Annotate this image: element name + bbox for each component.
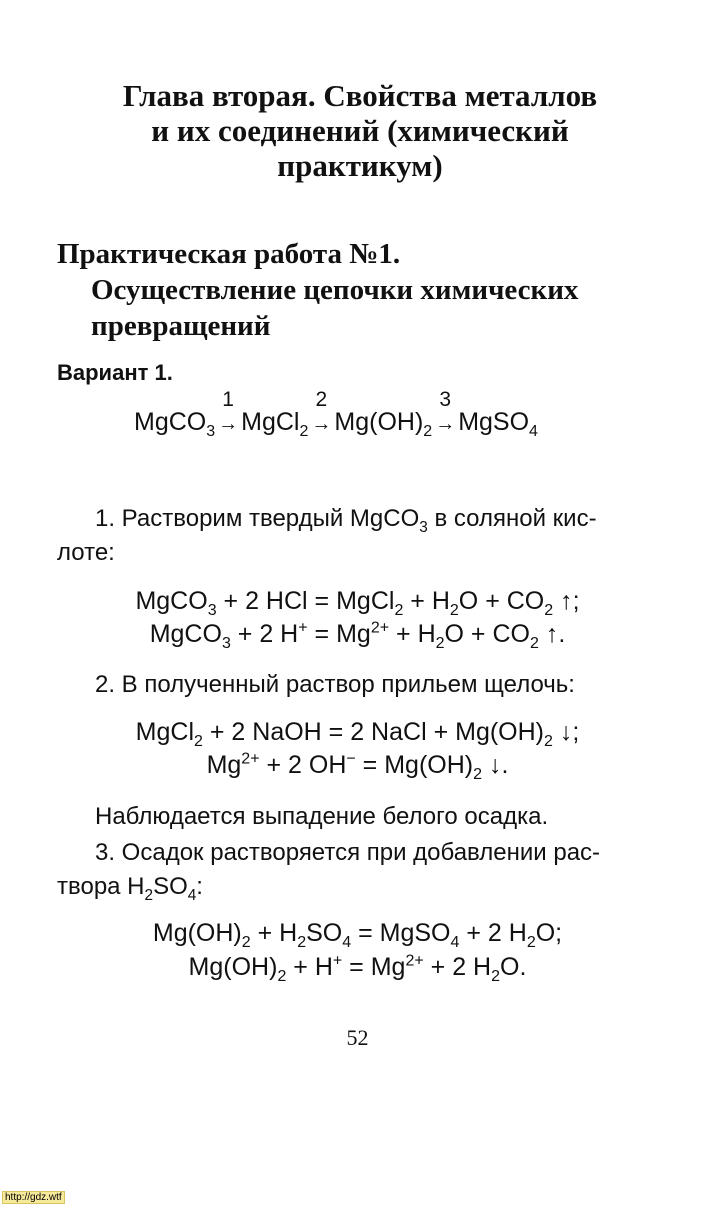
step-1-text: 1. Растворим твердый MgCO$_3$ в соляной кис- — [95, 505, 597, 536]
equation-2-ionic: $Mg^{2+} + 2$ $OH^- = Mg(OH)_2$ ↓. — [206, 750, 509, 783]
chapter-title — [60, 78, 660, 183]
scheme-mgso4: MgSO$_4$ — [458, 408, 538, 440]
transformation-scheme — [134, 388, 538, 440]
scheme-mgco3: MgCO$_3$ — [134, 408, 216, 440]
equation-2-molecular: MgCl$_2$ + 2 NaOH = 2 NaCl + $Mg(OH)_2$ ↓; — [135, 718, 580, 750]
practical-title-line-1: Практическая работа №1. — [57, 238, 401, 270]
scheme-mgcl2: MgCl$_2$ — [241, 408, 309, 440]
step-3-text: 3. Осадок растворяется при добавлении рас- — [95, 839, 601, 866]
scheme-arrow-2: 2 → — [311, 388, 332, 435]
variant-heading: Вариант 1. — [57, 360, 173, 385]
page-number: 52 — [346, 1025, 369, 1050]
practical-title-line-3: превращений — [91, 310, 271, 342]
equation-3-molecular: $Mg(OH)_2 + H_2SO_4$ = MgSO$_4$ + 2 $H_2O$; — [152, 919, 563, 951]
watermark-link[interactable]: http://gdz.wtf — [2, 1191, 65, 1204]
equation-3-ionic: $Mg(OH)_2 + H^+ = Mg^{2+} + 2$ $H_2O$. — [188, 952, 527, 985]
scheme-arrow-1: 1 → — [218, 388, 239, 435]
step-2-text: 2. В полученный раствор прильем щелочь: — [95, 671, 575, 698]
chapter-title-line-2: и их соединений (химический — [151, 113, 569, 148]
scheme-arrow-3: 3 → — [435, 388, 456, 435]
practical-title — [57, 236, 578, 344]
chapter-title-line-3: практикум) — [277, 148, 443, 183]
scheme-mgoh2: $Mg(OH)_2$ — [334, 408, 433, 440]
chapter-title-line-1: Глава вторая. Свойства металлов — [122, 78, 598, 113]
equation-1-ionic: MgCO$_3$ + 2 $H^+ = Mg^{2+} + H_2O + CO_2$ ↑. — [149, 619, 566, 652]
step-1-text-cont: лоте: — [57, 539, 115, 566]
practical-title-line-2: Осуществление цепочки химических — [91, 274, 579, 306]
step-3-text-cont: твора $H_2SO_4$: — [57, 873, 203, 904]
observation-text: Наблюдается выпадение белого осадка. — [95, 803, 549, 830]
equation-1-molecular: MgCO$_3$ + 2 HCl = MgCl$_2$ + $H_2O + CO_2$ ↑; — [135, 587, 580, 619]
